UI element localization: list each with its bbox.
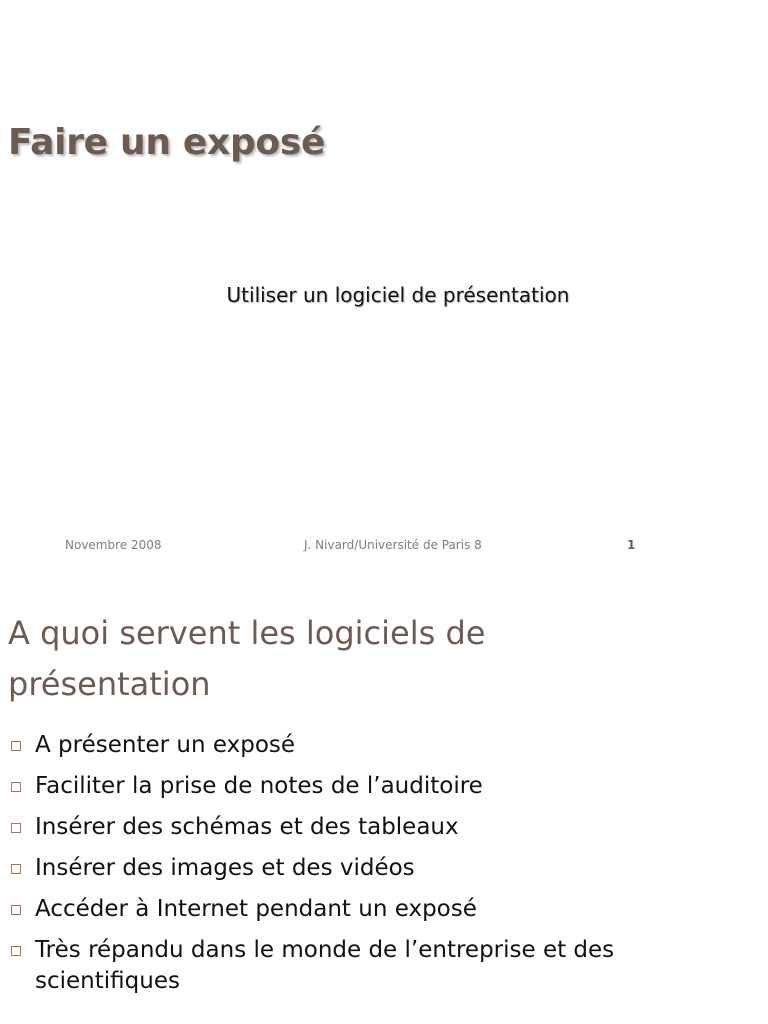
list-item — [8, 771, 628, 802]
bullet-text: Insérer des images et des vidéos — [35, 855, 415, 881]
hollow-square-bullet-icon — [11, 905, 21, 915]
hollow-square-bullet-icon — [11, 741, 21, 751]
footer-date: Novembre 2008 — [65, 538, 162, 552]
slide-2 — [0, 580, 768, 1024]
slide-title: Faire un exposé — [8, 122, 326, 163]
slide-subtitle: Utiliser un logiciel de présentation — [226, 283, 570, 307]
slide-title: A quoi servent les logiciels de présentation — [8, 614, 486, 703]
bullet-text: Accéder à Internet pendant un exposé — [35, 896, 477, 922]
list-item — [8, 853, 628, 884]
hollow-square-bullet-icon — [11, 782, 21, 792]
list-item — [8, 894, 628, 925]
list-item — [8, 935, 628, 997]
hollow-square-bullet-icon — [11, 864, 21, 874]
hollow-square-bullet-icon — [11, 946, 21, 956]
bullet-text: A présenter un exposé — [35, 732, 296, 758]
bullet-list — [8, 730, 628, 1007]
list-item — [8, 730, 628, 761]
footer-author: J. Nivard/Université de Paris 8 — [304, 538, 482, 552]
footer-page-number: 1 — [627, 538, 636, 552]
bullet-text: Insérer des schémas et des tableaux — [35, 814, 459, 840]
bullet-text: Faciliter la prise de notes de l’auditoire — [35, 773, 483, 799]
list-item — [8, 812, 628, 843]
bullet-text: Très répandu dans le monde de l’entreprise et des scientifiques — [35, 937, 615, 994]
hollow-square-bullet-icon — [11, 823, 21, 833]
